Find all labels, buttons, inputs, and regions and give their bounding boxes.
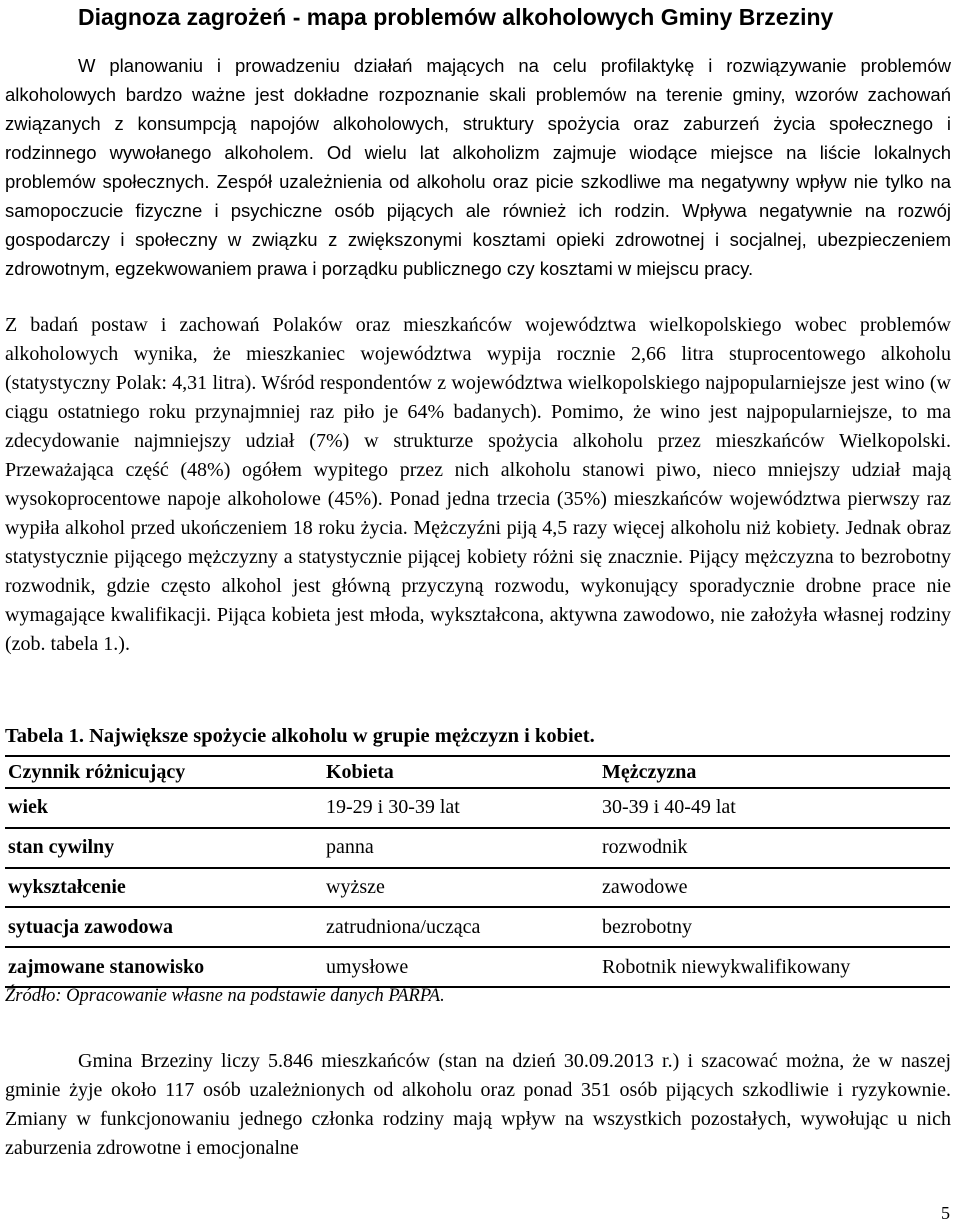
table-caption: Tabela 1. Największe spożycie alkoholu w grupie mężczyzn i kobiet. (5, 725, 595, 747)
row-men: zawodowe (599, 868, 950, 908)
consumption-table (5, 755, 950, 988)
intro-paragraph: W planowaniu i prowadzeniu działań mających na celu profilaktykę i rozwiązywanie problemów alkoholowych bardzo ważne jest dokładne rozpoznanie skali problemów na terenie gminy, wzorów zachowań związanych z konsumpcją napojów alkoholowych, struktury spożycia oraz zaburzeń życia społecznego i rodzinnego wywołanego alkoholem. Od wielu lat alkoholizm zajmuje wiodące miejsce na liście lokalnych problemów społecznych. Zespół uzależnienia od alkoholu oraz picie szkodliwe ma negatywny wpływ nie tylko na samopoczucie fizyczne i psychiczne osób pijących ale również ich rodzin. Wpływa negatywnie na rozwój gospodarczy i społeczny w związku z zwiększonymi kosztami opieki zdrowotnej i socjalnej, ubezpieczeniem zdrowotnym, egzekwowaniem prawa i porządku publicznego czy kosztami w miejscu pracy. (5, 55, 951, 279)
table-row (5, 907, 950, 947)
header-factor: Czynnik różnicujący (5, 756, 323, 788)
row-women: umysłowe (323, 947, 599, 987)
row-factor: wykształcenie (5, 868, 323, 908)
header-men: Mężczyzna (599, 756, 950, 788)
row-men: rozwodnik (599, 828, 950, 868)
gmina-paragraph: Gmina Brzeziny liczy 5.846 mieszkańców (stan na dzień 30.09.2013 r.) i szacować można, że w naszej gminie żyje około 117 osób uzależnionych od alkoholu oraz ponad 351 osób pijących szkodliwie i ryzykownie. Zmiany w funkcjonowaniu jednego członka rodziny mają wpływ na wszystkich pozostałych, wywołując u nich zaburzenia zdrowotne i emocjonalne (5, 1050, 951, 1159)
survey-paragraph: Z badań postaw i zachowań Polaków oraz mieszkańców województwa wielkopolskiego wobec problemów alkoholowych wynika, że mieszkaniec województwa wypija rocznie 2,66 litra stuprocentowego alkoholu (statystyczny Polak: 4,31 litra). Wśród respondentów z województwa wielkopolskiego najpopularniejsze jest wino (w ciągu ostatniego roku przynajmniej raz piło je 64% badanych). Pomimo, że wino jest najpopularniejsze, to ma zdecydowanie najmniejszy udział (7%) w strukturze spożycia alkoholu przez mieszkańców Wielkopolski. Przeważająca część (48%) ogółem wypitego przez nich alkoholu stanowi piwo, nieco mniejszy udział mają wysokoprocentowe napoje alkoholowe (45%). Ponad jedna trzecia (35%) mieszkańców województwa pierwszy raz wypiła alkohol przed ukończeniem 18 roku życia. Mężczyźni piją 4,5 razy więcej alkoholu niż kobiety. Jednak obraz statystycznie pijącego mężczyzny a statystycznie pijącej kobiety różni się znacznie. Pijący mężczyzna to bezrobotny rozwodnik, gdzie często alkohol jest główną przyczyną rozwodu, wykonujący sporadycznie drobne prace nie wymagające kwalifikacji. Pijąca kobieta jest młoda, wykształcona, aktywna zawodowo, nie założyła własnej rodziny (zob. tabela 1.). (5, 314, 951, 655)
row-factor: wiek (5, 788, 323, 828)
table-source: Źródło: Opracowanie własne na podstawie danych PARPA. (5, 986, 445, 1006)
row-men: Robotnik niewykwalifikowany (599, 947, 950, 987)
row-men: bezrobotny (599, 907, 950, 947)
row-women: 19-29 i 30-39 lat (323, 788, 599, 828)
page-title: Diagnoza zagrożeń - mapa problemów alkoholowych Gminy Brzeziny (78, 4, 834, 30)
table-row (5, 788, 950, 828)
table-header-row (5, 756, 950, 788)
table-row (5, 828, 950, 868)
table-row (5, 868, 950, 908)
row-women: zatrudniona/ucząca (323, 907, 599, 947)
row-factor: zajmowane stanowisko (5, 947, 323, 987)
table-row (5, 947, 950, 987)
header-women: Kobieta (323, 756, 599, 788)
row-factor: stan cywilny (5, 828, 323, 868)
row-women: panna (323, 828, 599, 868)
row-men: 30-39 i 40-49 lat (599, 788, 950, 828)
page-number: 5 (941, 1203, 950, 1223)
row-women: wyższe (323, 868, 599, 908)
row-factor: sytuacja zawodowa (5, 907, 323, 947)
